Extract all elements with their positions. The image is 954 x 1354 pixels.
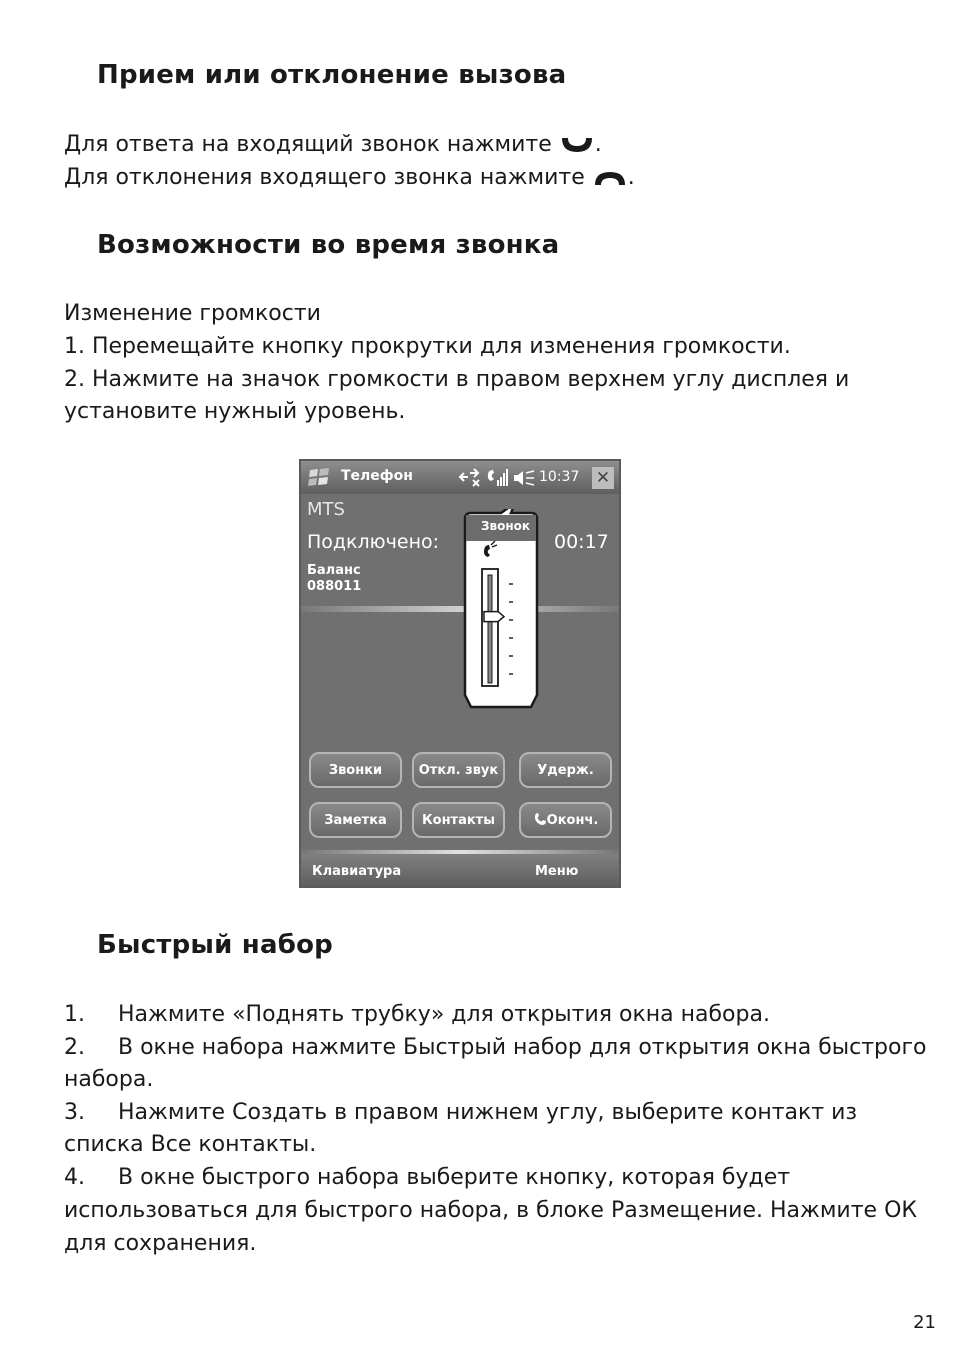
mute-button-label: Откл. звук (418, 763, 499, 778)
mute-button[interactable] (412, 752, 505, 788)
step-text: В окне набора нажмите Быстрый набор для открытия окна быстрого (118, 1035, 927, 1060)
signal-icon[interactable] (485, 467, 509, 489)
phone-answer-icon (559, 135, 595, 155)
contacts-button-label: Контакты (422, 813, 495, 828)
volume-step-1: 1. Перемещайте кнопку прокрутки для изменения громкости. (64, 334, 791, 359)
call-duration: 00:17 (554, 531, 609, 553)
speed-dial-step-4-cont2: для сохранения. (64, 1231, 257, 1256)
softkey-menu[interactable]: Меню (535, 864, 579, 879)
end-call-button[interactable] (519, 802, 612, 838)
speed-dial-step-4 (64, 1161, 790, 1194)
step-number: 1. (64, 1002, 85, 1027)
volume-title: Изменение громкости (64, 301, 321, 326)
step-text: Нажмите «Поднять трубку» для открытия окна набора. (118, 1002, 770, 1027)
reject-instruction: Для отклонения входящего звонка нажмите . (64, 165, 635, 190)
titlebar (301, 461, 619, 494)
speed-dial-step-4-cont: использоваться для быстрого набора, в блоке Размещение. Нажмите ОК (64, 1198, 918, 1223)
answer-text: Для ответа на входящий звонок нажмите (64, 132, 552, 157)
reject-text: Для отклонения входящего звонка нажмите (64, 165, 585, 190)
end-call-phone-icon (533, 812, 547, 826)
phone-screenshot (299, 459, 621, 888)
speed-dial-step-2-cont: набора. (64, 1067, 154, 1092)
balance-label: Баланс (307, 563, 361, 578)
hold-button-label: Удерж. (537, 763, 594, 778)
volume-popup-title: Звонок (480, 519, 531, 533)
answer-instruction: Для ответа на входящий звонок нажмите . (64, 132, 602, 157)
heading-speed-dial: Быстрый набор (97, 930, 333, 960)
call-status: Подключено: (307, 531, 440, 553)
speed-dial-step-3-cont: списка Все контакты. (64, 1132, 317, 1157)
balance-value: 088011 (307, 579, 362, 594)
heading-call-options: Возможности во время звонка (97, 230, 560, 260)
phone-hangup-icon (592, 168, 628, 188)
app-title: Телефон (341, 468, 413, 484)
windows-start-icon[interactable] (306, 466, 334, 488)
carrier-name: MTS (307, 499, 345, 520)
calls-button[interactable] (309, 752, 402, 788)
close-button[interactable] (592, 467, 614, 489)
volume-icon[interactable] (512, 469, 536, 487)
step-number: 3. (64, 1100, 85, 1125)
softkey-keyboard[interactable]: Клавиатура (312, 864, 402, 879)
volume-step-2-cont: установите нужный уровень. (64, 399, 406, 424)
speed-dial-step-1 (64, 998, 770, 1031)
step-text: Нажмите Создать в правом нижнем углу, выберите контакт из (118, 1100, 858, 1125)
page-number: 21 (913, 1312, 936, 1333)
end-call-button-label: Оконч. (546, 813, 599, 828)
step-number: 4. (64, 1165, 85, 1190)
step-number: 2. (64, 1035, 85, 1060)
divider (301, 606, 619, 612)
speed-dial-step-3 (64, 1096, 857, 1129)
volume-step-2: 2. Нажмите на значок громкости в правом верхнем углу дисплея и (64, 367, 850, 392)
connectivity-icon[interactable] (458, 468, 482, 488)
balance (307, 563, 361, 595)
close-icon: ✕ (595, 468, 611, 488)
hold-button[interactable] (519, 752, 612, 788)
note-button[interactable] (309, 802, 402, 838)
volume-popup[interactable] (461, 509, 541, 719)
clock: 10:37 (539, 469, 580, 485)
step-text: В окне быстрого набора выберите кнопку, которая будет (118, 1165, 791, 1190)
speed-dial-step-2 (64, 1031, 927, 1064)
heading-call-answer: Прием или отклонение вызова (97, 60, 567, 90)
calls-button-label: Звонки (328, 763, 383, 778)
note-button-label: Заметка (324, 813, 387, 828)
contacts-button[interactable] (412, 802, 505, 838)
